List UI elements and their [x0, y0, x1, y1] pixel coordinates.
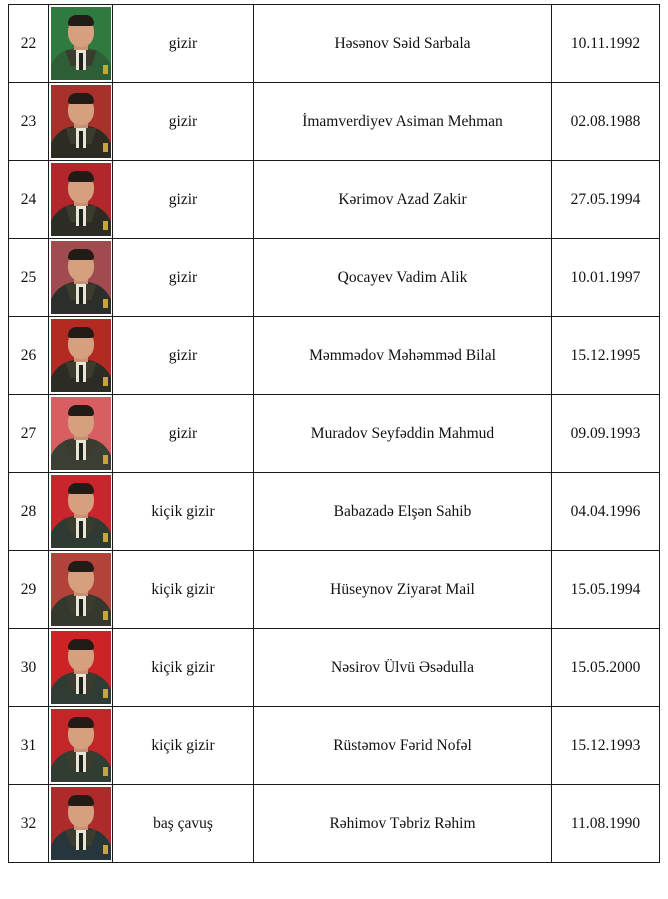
table-row [9, 239, 660, 317]
photo-cell [49, 629, 113, 707]
full-name-cell: Muradov Seyfəddin Mahmud [254, 395, 552, 473]
full-name-cell: Məmmədov Məhəmməd Bilal [254, 317, 552, 395]
full-name-cell: Hüseynov Ziyarət Mail [254, 551, 552, 629]
birth-date-cell: 10.01.1997 [552, 239, 660, 317]
table-row [9, 83, 660, 161]
birth-date-cell: 15.12.1995 [552, 317, 660, 395]
birth-date-cell: 27.05.1994 [552, 161, 660, 239]
full-name-cell: İmamverdiyev Asiman Mehman [254, 83, 552, 161]
table-row [9, 161, 660, 239]
personnel-table [8, 4, 660, 863]
rank-cell: kiçik gizir [113, 473, 254, 551]
rank-cell: baş çavuş [113, 785, 254, 863]
full-name-cell: Rüstəmov Fərid Nofəl [254, 707, 552, 785]
birth-date-cell: 11.08.1990 [552, 785, 660, 863]
table-row [9, 629, 660, 707]
row-number: 31 [9, 707, 49, 785]
portrait-photo [51, 7, 111, 80]
portrait-photo [51, 787, 111, 860]
rank-cell: gizir [113, 83, 254, 161]
portrait-photo [51, 319, 111, 392]
full-name-cell: Rəhimov Təbriz Rəhim [254, 785, 552, 863]
row-number: 32 [9, 785, 49, 863]
row-number: 23 [9, 83, 49, 161]
photo-cell [49, 551, 113, 629]
row-number: 28 [9, 473, 49, 551]
rank-cell: kiçik gizir [113, 707, 254, 785]
portrait-photo [51, 709, 111, 782]
birth-date-cell: 04.04.1996 [552, 473, 660, 551]
rank-cell: gizir [113, 395, 254, 473]
rank-cell: gizir [113, 317, 254, 395]
photo-cell [49, 239, 113, 317]
photo-cell [49, 473, 113, 551]
rank-cell: gizir [113, 239, 254, 317]
row-number: 27 [9, 395, 49, 473]
full-name-cell: Həsənov Səid Sarbala [254, 5, 552, 83]
photo-cell [49, 785, 113, 863]
portrait-photo [51, 553, 111, 626]
row-number: 29 [9, 551, 49, 629]
photo-cell [49, 707, 113, 785]
birth-date-cell: 15.05.2000 [552, 629, 660, 707]
rank-cell: gizir [113, 161, 254, 239]
portrait-photo [51, 631, 111, 704]
portrait-photo [51, 397, 111, 470]
table-row [9, 395, 660, 473]
rank-cell: gizir [113, 5, 254, 83]
portrait-photo [51, 85, 111, 158]
full-name-cell: Nəsirov Ülvü Əsədulla [254, 629, 552, 707]
portrait-photo [51, 241, 111, 314]
birth-date-cell: 15.05.1994 [552, 551, 660, 629]
birth-date-cell: 02.08.1988 [552, 83, 660, 161]
table-row [9, 785, 660, 863]
full-name-cell: Qocayev Vadim Alik [254, 239, 552, 317]
photo-cell [49, 5, 113, 83]
table-row [9, 707, 660, 785]
row-number: 26 [9, 317, 49, 395]
table-row [9, 5, 660, 83]
portrait-photo [51, 163, 111, 236]
table-row [9, 473, 660, 551]
photo-cell [49, 395, 113, 473]
row-number: 24 [9, 161, 49, 239]
full-name-cell: Babazadə Elşən Sahib [254, 473, 552, 551]
table-row [9, 551, 660, 629]
photo-cell [49, 317, 113, 395]
birth-date-cell: 15.12.1993 [552, 707, 660, 785]
row-number: 25 [9, 239, 49, 317]
birth-date-cell: 09.09.1993 [552, 395, 660, 473]
table-row [9, 317, 660, 395]
rank-cell: kiçik gizir [113, 551, 254, 629]
portrait-photo [51, 475, 111, 548]
row-number: 22 [9, 5, 49, 83]
photo-cell [49, 161, 113, 239]
rank-cell: kiçik gizir [113, 629, 254, 707]
photo-cell [49, 83, 113, 161]
birth-date-cell: 10.11.1992 [552, 5, 660, 83]
personnel-table-body [9, 5, 660, 863]
full-name-cell: Kərimov Azad Zakir [254, 161, 552, 239]
row-number: 30 [9, 629, 49, 707]
